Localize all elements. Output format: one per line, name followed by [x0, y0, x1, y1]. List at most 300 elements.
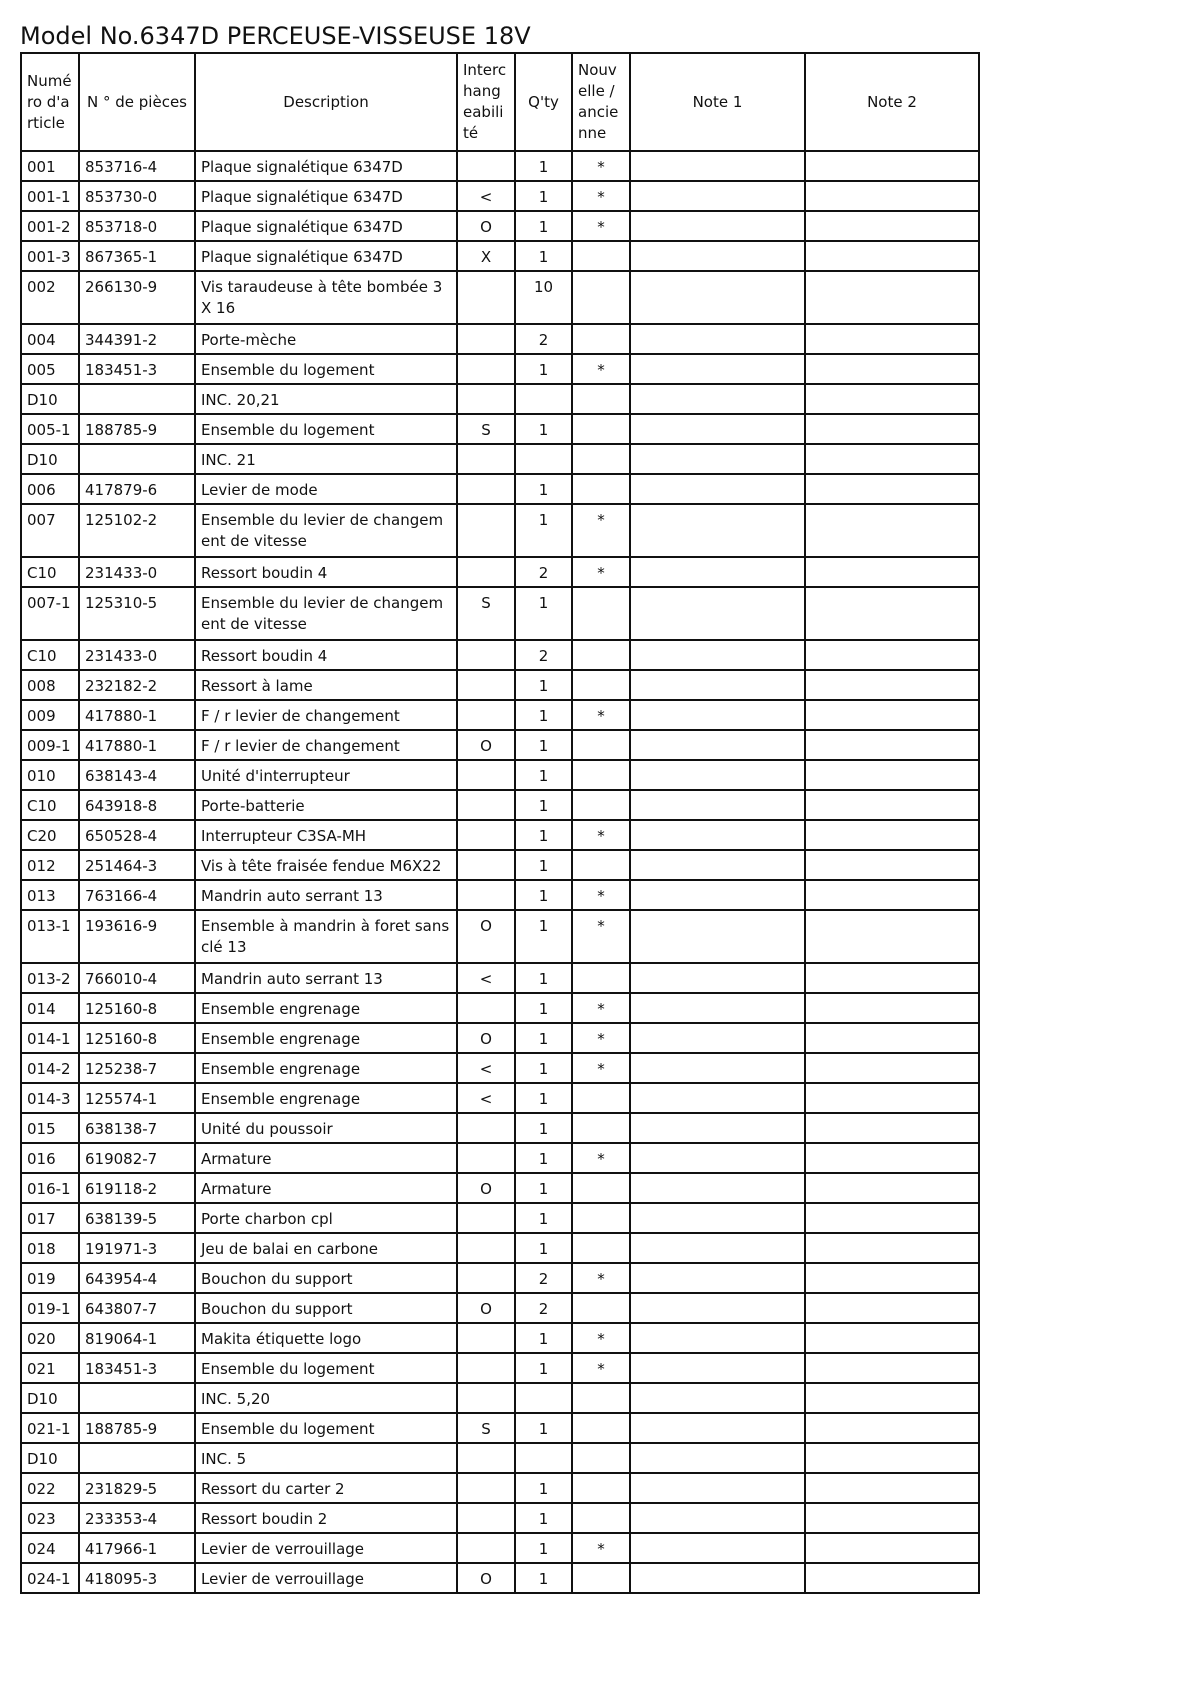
- item-number-cell: D10: [21, 444, 79, 474]
- note-1-cell: [630, 324, 805, 354]
- item-number-cell: 024: [21, 1533, 79, 1563]
- table-row: [21, 850, 979, 880]
- note-1-cell: [630, 700, 805, 730]
- quantity-cell: 1: [515, 700, 572, 730]
- header-row: [21, 53, 979, 151]
- interchangeability-cell: [457, 1263, 515, 1293]
- new-old-cell: [572, 850, 630, 880]
- part-number-cell: 125310-5: [79, 587, 195, 640]
- item-number-cell: 001-3: [21, 241, 79, 271]
- item-number-cell: 015: [21, 1113, 79, 1143]
- quantity-cell: 1: [515, 1053, 572, 1083]
- table-row: [21, 1173, 979, 1203]
- item-number-cell: 017: [21, 1203, 79, 1233]
- part-number-cell: 125160-8: [79, 993, 195, 1023]
- description-cell: Ressort boudin 4: [195, 640, 457, 670]
- item-number-cell: D10: [21, 1443, 79, 1473]
- interchangeability-cell: [457, 1353, 515, 1383]
- description-cell: Plaque signalétique 6347D: [195, 241, 457, 271]
- part-number-cell: 417966-1: [79, 1533, 195, 1563]
- description-cell: Ensemble engrenage: [195, 1023, 457, 1053]
- note-1-cell: [630, 1203, 805, 1233]
- description-cell: Ensemble du logement: [195, 414, 457, 444]
- item-number-cell: 018: [21, 1233, 79, 1263]
- table-row: [21, 1143, 979, 1173]
- table-row: [21, 271, 979, 324]
- new-old-cell: [572, 1233, 630, 1263]
- quantity-cell: 2: [515, 324, 572, 354]
- note-2-cell: [805, 324, 979, 354]
- description-cell: INC. 20,21: [195, 384, 457, 414]
- quantity-cell: 2: [515, 557, 572, 587]
- table-row: [21, 1293, 979, 1323]
- description-cell: Vis taraudeuse à tête bombée 3X 16: [195, 271, 457, 324]
- table-row: [21, 880, 979, 910]
- note-2-cell: [805, 557, 979, 587]
- table-row: [21, 670, 979, 700]
- item-number-cell: 013: [21, 880, 79, 910]
- description-cell: Armature: [195, 1143, 457, 1173]
- note-1-cell: [630, 963, 805, 993]
- part-number-cell: 417879-6: [79, 474, 195, 504]
- interchangeability-cell: [457, 1233, 515, 1263]
- interchangeability-cell: O: [457, 1023, 515, 1053]
- note-2-cell: [805, 1563, 979, 1593]
- header-note-2: Note 2: [805, 53, 979, 151]
- interchangeability-cell: S: [457, 1413, 515, 1443]
- header-note-1: Note 1: [630, 53, 805, 151]
- part-number-cell: 193616-9: [79, 910, 195, 963]
- table-row: [21, 1443, 979, 1473]
- new-old-cell: *: [572, 504, 630, 557]
- quantity-cell: 1: [515, 993, 572, 1023]
- note-2-cell: [805, 1113, 979, 1143]
- new-old-cell: [572, 790, 630, 820]
- new-old-cell: *: [572, 354, 630, 384]
- item-number-cell: 016-1: [21, 1173, 79, 1203]
- item-number-cell: 001-2: [21, 211, 79, 241]
- item-number-cell: 014-2: [21, 1053, 79, 1083]
- quantity-cell: [515, 1383, 572, 1413]
- note-2-cell: [805, 1233, 979, 1263]
- description-cell: Ensemble engrenage: [195, 1083, 457, 1113]
- part-number-cell: [79, 384, 195, 414]
- header-item-number: Numéro d'article: [21, 53, 79, 151]
- table-row: [21, 1113, 979, 1143]
- table-row: [21, 211, 979, 241]
- table-row: [21, 1503, 979, 1533]
- description-cell: INC. 5: [195, 1443, 457, 1473]
- interchangeability-cell: [457, 1503, 515, 1533]
- note-2-cell: [805, 730, 979, 760]
- note-2-cell: [805, 271, 979, 324]
- interchangeability-cell: O: [457, 211, 515, 241]
- part-number-cell: 344391-2: [79, 324, 195, 354]
- table-row: [21, 730, 979, 760]
- header-new-old: Nouvelle / ancienne: [572, 53, 630, 151]
- item-number-cell: 004: [21, 324, 79, 354]
- quantity-cell: 1: [515, 1233, 572, 1263]
- note-2-cell: [805, 963, 979, 993]
- description-cell: INC. 21: [195, 444, 457, 474]
- description-cell: Porte-batterie: [195, 790, 457, 820]
- interchangeability-cell: [457, 820, 515, 850]
- interchangeability-cell: [457, 993, 515, 1023]
- description-cell: Ensemble du logement: [195, 1353, 457, 1383]
- new-old-cell: *: [572, 1353, 630, 1383]
- note-1-cell: [630, 241, 805, 271]
- note-1-cell: [630, 504, 805, 557]
- note-1-cell: [630, 474, 805, 504]
- new-old-cell: [572, 760, 630, 790]
- new-old-cell: [572, 1293, 630, 1323]
- table-row: [21, 1413, 979, 1443]
- quantity-cell: 1: [515, 241, 572, 271]
- interchangeability-cell: [457, 1143, 515, 1173]
- new-old-cell: *: [572, 700, 630, 730]
- quantity-cell: 1: [515, 1353, 572, 1383]
- part-number-cell: 638143-4: [79, 760, 195, 790]
- description-cell: Levier de verrouillage: [195, 1533, 457, 1563]
- note-2-cell: [805, 1323, 979, 1353]
- description-cell: Armature: [195, 1173, 457, 1203]
- part-number-cell: [79, 444, 195, 474]
- description-cell: Ensemble engrenage: [195, 993, 457, 1023]
- new-old-cell: *: [572, 151, 630, 181]
- interchangeability-cell: [457, 1203, 515, 1233]
- note-2-cell: [805, 181, 979, 211]
- note-1-cell: [630, 384, 805, 414]
- new-old-cell: *: [572, 1023, 630, 1053]
- quantity-cell: 10: [515, 271, 572, 324]
- parts-table: [20, 52, 980, 1594]
- item-number-cell: 005: [21, 354, 79, 384]
- item-number-cell: 002: [21, 271, 79, 324]
- description-cell: Levier de mode: [195, 474, 457, 504]
- item-number-cell: 014-1: [21, 1023, 79, 1053]
- quantity-cell: 1: [515, 1113, 572, 1143]
- new-old-cell: *: [572, 181, 630, 211]
- note-2-cell: [805, 640, 979, 670]
- part-number-cell: 188785-9: [79, 414, 195, 444]
- description-cell: Levier de verrouillage: [195, 1563, 457, 1593]
- new-old-cell: [572, 1173, 630, 1203]
- part-number-cell: 643954-4: [79, 1263, 195, 1293]
- quantity-cell: 1: [515, 670, 572, 700]
- note-2-cell: [805, 1443, 979, 1473]
- new-old-cell: [572, 1503, 630, 1533]
- table-row: [21, 414, 979, 444]
- note-2-cell: [805, 1293, 979, 1323]
- part-number-cell: 638138-7: [79, 1113, 195, 1143]
- interchangeability-cell: [457, 444, 515, 474]
- quantity-cell: 2: [515, 640, 572, 670]
- table-row: [21, 963, 979, 993]
- note-2-cell: [805, 1143, 979, 1173]
- note-1-cell: [630, 1143, 805, 1173]
- new-old-cell: *: [572, 557, 630, 587]
- part-number-cell: 867365-1: [79, 241, 195, 271]
- table-row: [21, 324, 979, 354]
- interchangeability-cell: [457, 880, 515, 910]
- quantity-cell: 1: [515, 1473, 572, 1503]
- note-2-cell: [805, 1413, 979, 1443]
- quantity-cell: 1: [515, 1323, 572, 1353]
- table-row: [21, 241, 979, 271]
- part-number-cell: 125160-8: [79, 1023, 195, 1053]
- note-1-cell: [630, 1323, 805, 1353]
- new-old-cell: [572, 324, 630, 354]
- new-old-cell: [572, 670, 630, 700]
- new-old-cell: [572, 414, 630, 444]
- note-2-cell: [805, 1263, 979, 1293]
- note-2-cell: [805, 384, 979, 414]
- description-cell: Plaque signalétique 6347D: [195, 151, 457, 181]
- part-number-cell: 417880-1: [79, 730, 195, 760]
- item-number-cell: 012: [21, 850, 79, 880]
- part-number-cell: 183451-3: [79, 354, 195, 384]
- new-old-cell: *: [572, 211, 630, 241]
- note-1-cell: [630, 1353, 805, 1383]
- interchangeability-cell: S: [457, 587, 515, 640]
- new-old-cell: [572, 384, 630, 414]
- table-row: [21, 1353, 979, 1383]
- note-1-cell: [630, 444, 805, 474]
- quantity-cell: 1: [515, 587, 572, 640]
- part-number-cell: [79, 1443, 195, 1473]
- part-number-cell: 231433-0: [79, 557, 195, 587]
- note-1-cell: [630, 1383, 805, 1413]
- description-cell: Ensemble engrenage: [195, 1053, 457, 1083]
- interchangeability-cell: [457, 790, 515, 820]
- description-cell: INC. 5,20: [195, 1383, 457, 1413]
- quantity-cell: 1: [515, 504, 572, 557]
- interchangeability-cell: [457, 151, 515, 181]
- quantity-cell: 1: [515, 730, 572, 760]
- part-number-cell: 125102-2: [79, 504, 195, 557]
- interchangeability-cell: O: [457, 1293, 515, 1323]
- item-number-cell: 001: [21, 151, 79, 181]
- item-number-cell: 013-2: [21, 963, 79, 993]
- new-old-cell: [572, 1083, 630, 1113]
- interchangeability-cell: [457, 1113, 515, 1143]
- note-2-cell: [805, 414, 979, 444]
- item-number-cell: C10: [21, 557, 79, 587]
- description-cell: F / r levier de changement: [195, 730, 457, 760]
- item-number-cell: 021: [21, 1353, 79, 1383]
- new-old-cell: [572, 963, 630, 993]
- interchangeability-cell: [457, 1383, 515, 1413]
- description-cell: Plaque signalétique 6347D: [195, 181, 457, 211]
- description-cell: F / r levier de changement: [195, 700, 457, 730]
- note-2-cell: [805, 211, 979, 241]
- table-row: [21, 1263, 979, 1293]
- description-cell: Plaque signalétique 6347D: [195, 211, 457, 241]
- table-row: [21, 181, 979, 211]
- interchangeability-cell: [457, 1323, 515, 1353]
- description-cell: Bouchon du support: [195, 1263, 457, 1293]
- description-cell: Porte-mèche: [195, 324, 457, 354]
- note-1-cell: [630, 760, 805, 790]
- note-2-cell: [805, 1083, 979, 1113]
- table-row: [21, 700, 979, 730]
- note-1-cell: [630, 790, 805, 820]
- item-number-cell: 024-1: [21, 1563, 79, 1593]
- part-number-cell: 766010-4: [79, 963, 195, 993]
- note-1-cell: [630, 1023, 805, 1053]
- part-number-cell: 853718-0: [79, 211, 195, 241]
- note-1-cell: [630, 640, 805, 670]
- item-number-cell: 006: [21, 474, 79, 504]
- new-old-cell: [572, 1383, 630, 1413]
- header-interchangeability: Interchangeabilité: [457, 53, 515, 151]
- note-2-cell: [805, 1383, 979, 1413]
- table-row: [21, 444, 979, 474]
- quantity-cell: 1: [515, 1563, 572, 1593]
- item-number-cell: D10: [21, 1383, 79, 1413]
- part-number-cell: [79, 1383, 195, 1413]
- note-1-cell: [630, 557, 805, 587]
- item-number-cell: 023: [21, 1503, 79, 1533]
- quantity-cell: 1: [515, 474, 572, 504]
- new-old-cell: [572, 640, 630, 670]
- interchangeability-cell: [457, 760, 515, 790]
- quantity-cell: [515, 444, 572, 474]
- note-2-cell: [805, 1533, 979, 1563]
- header-description: Description: [195, 53, 457, 151]
- note-2-cell: [805, 1023, 979, 1053]
- table-row: [21, 760, 979, 790]
- note-2-cell: [805, 820, 979, 850]
- note-1-cell: [630, 1173, 805, 1203]
- table-row: [21, 1473, 979, 1503]
- quantity-cell: 1: [515, 1143, 572, 1173]
- interchangeability-cell: [457, 640, 515, 670]
- quantity-cell: 1: [515, 1023, 572, 1053]
- note-2-cell: [805, 151, 979, 181]
- quantity-cell: 2: [515, 1263, 572, 1293]
- new-old-cell: *: [572, 910, 630, 963]
- table-row: [21, 1203, 979, 1233]
- note-2-cell: [805, 1053, 979, 1083]
- interchangeability-cell: [457, 474, 515, 504]
- table-row: [21, 1083, 979, 1113]
- interchangeability-cell: <: [457, 963, 515, 993]
- description-cell: Ressort boudin 4: [195, 557, 457, 587]
- note-1-cell: [630, 1473, 805, 1503]
- quantity-cell: 1: [515, 181, 572, 211]
- note-1-cell: [630, 414, 805, 444]
- description-cell: Ressort du carter 2: [195, 1473, 457, 1503]
- table-row: [21, 1233, 979, 1263]
- description-cell: Makita étiquette logo: [195, 1323, 457, 1353]
- item-number-cell: 022: [21, 1473, 79, 1503]
- item-number-cell: 007: [21, 504, 79, 557]
- description-cell: Ressort à lame: [195, 670, 457, 700]
- item-number-cell: 021-1: [21, 1413, 79, 1443]
- note-2-cell: [805, 700, 979, 730]
- note-1-cell: [630, 181, 805, 211]
- note-1-cell: [630, 587, 805, 640]
- item-number-cell: 014-3: [21, 1083, 79, 1113]
- part-number-cell: 643918-8: [79, 790, 195, 820]
- note-2-cell: [805, 910, 979, 963]
- description-cell: Ensemble du logement: [195, 1413, 457, 1443]
- table-row: [21, 1053, 979, 1083]
- part-number-cell: 638139-5: [79, 1203, 195, 1233]
- new-old-cell: [572, 730, 630, 760]
- description-cell: Porte charbon cpl: [195, 1203, 457, 1233]
- note-2-cell: [805, 474, 979, 504]
- part-number-cell: 853730-0: [79, 181, 195, 211]
- note-2-cell: [805, 993, 979, 1023]
- new-old-cell: *: [572, 1143, 630, 1173]
- note-1-cell: [630, 910, 805, 963]
- quantity-cell: 1: [515, 880, 572, 910]
- item-number-cell: 009: [21, 700, 79, 730]
- description-cell: Unité du poussoir: [195, 1113, 457, 1143]
- new-old-cell: [572, 1473, 630, 1503]
- item-number-cell: C10: [21, 640, 79, 670]
- quantity-cell: 1: [515, 151, 572, 181]
- document-title: Model No.6347D PERCEUSE-VISSEUSE 18V: [20, 22, 531, 50]
- note-2-cell: [805, 850, 979, 880]
- new-old-cell: [572, 1443, 630, 1473]
- part-number-cell: 763166-4: [79, 880, 195, 910]
- description-cell: Vis à tête fraisée fendue M6X22: [195, 850, 457, 880]
- new-old-cell: [572, 587, 630, 640]
- table-row: [21, 151, 979, 181]
- note-2-cell: [805, 444, 979, 474]
- item-number-cell: 008: [21, 670, 79, 700]
- note-1-cell: [630, 993, 805, 1023]
- item-number-cell: 007-1: [21, 587, 79, 640]
- new-old-cell: *: [572, 820, 630, 850]
- quantity-cell: 1: [515, 850, 572, 880]
- quantity-cell: [515, 384, 572, 414]
- table-row: [21, 384, 979, 414]
- description-cell: Unité d'interrupteur: [195, 760, 457, 790]
- new-old-cell: *: [572, 1323, 630, 1353]
- note-1-cell: [630, 1443, 805, 1473]
- quantity-cell: 1: [515, 790, 572, 820]
- part-number-cell: 231829-5: [79, 1473, 195, 1503]
- new-old-cell: [572, 1413, 630, 1443]
- part-number-cell: 233353-4: [79, 1503, 195, 1533]
- interchangeability-cell: [457, 271, 515, 324]
- table-row: [21, 504, 979, 557]
- part-number-cell: 619082-7: [79, 1143, 195, 1173]
- new-old-cell: *: [572, 1053, 630, 1083]
- note-2-cell: [805, 670, 979, 700]
- item-number-cell: 009-1: [21, 730, 79, 760]
- description-cell: Mandrin auto serrant 13: [195, 963, 457, 993]
- part-number-cell: 231433-0: [79, 640, 195, 670]
- new-old-cell: [572, 444, 630, 474]
- item-number-cell: 005-1: [21, 414, 79, 444]
- note-1-cell: [630, 1263, 805, 1293]
- interchangeability-cell: [457, 1443, 515, 1473]
- table-row: [21, 1383, 979, 1413]
- table-row: [21, 587, 979, 640]
- part-number-cell: 417880-1: [79, 700, 195, 730]
- table-row: [21, 1323, 979, 1353]
- note-1-cell: [630, 1413, 805, 1443]
- quantity-cell: 1: [515, 910, 572, 963]
- note-1-cell: [630, 1503, 805, 1533]
- table-row: [21, 820, 979, 850]
- quantity-cell: 1: [515, 760, 572, 790]
